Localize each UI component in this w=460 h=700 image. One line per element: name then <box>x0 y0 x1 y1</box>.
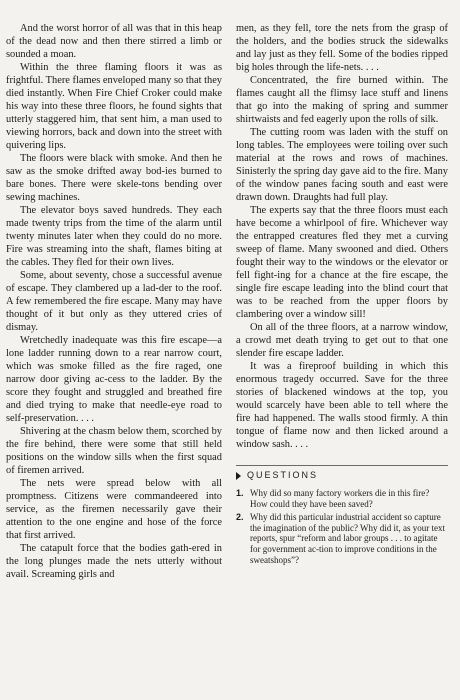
paragraph: The cutting room was laden with the stuff on long tables. The employees were toiling over such material at the rows and rows of machines. Sinisterly the spring day gave aid to the fire. Many of the window panes facing south and east were drawn down. Draughts had full play. <box>236 127 448 203</box>
paragraph: Shivering at the chasm below them, scorched by the fire behind, there were some that still held positions on the window sills when the first squad of firemen arrived. <box>6 426 222 476</box>
paragraph: Within the three flaming floors it was as frightful. There flames enveloped many so that they died instantly. When Fire Chief Croker could make his way into these three floors, he found sights that utterly staggered him, that sent him, a man used to viewing horrors, back and down into the street with quivering lips. <box>6 62 222 151</box>
questions-list <box>236 488 448 565</box>
paragraph: The floors were black with smoke. And then he saw as the smoke drifted away bod-ies burned to bare bones. There were skele-tons bending over sewing machines. <box>6 153 222 203</box>
questions-header <box>236 465 448 482</box>
paragraph: The catapult force that the bodies gath-ered in the long plunges made the nets utterly without avail. Screaming girls and <box>6 543 222 580</box>
question-text: Why did so many factory workers die in this fire? How could they have been saved? <box>250 488 430 509</box>
question-item <box>236 512 448 565</box>
right-column <box>236 22 448 568</box>
questions-section <box>236 465 448 565</box>
question-text: Why did this particular industrial accident so capture the imagination of the public? Why did it, as your text reports, spur “reform and labor groups . . . to agitate for government ac-tion to improve conditions in the sweatshops”? <box>250 512 446 565</box>
question-number: 1. <box>236 488 244 498</box>
paragraph: On all of the three floors, at a narrow window, a crowd met death trying to get out to that one slender fire escape ladder. <box>236 322 448 359</box>
paragraph: And the worst horror of all was that in this heap of the dead now and then there stirred a limb or sounded a moan. <box>6 23 222 60</box>
paragraph: Wretchedly inadequate was this fire escape—a lone ladder running down to a rear narrow court, which was smoke filled as the fire raged, one narrow door giving ac-cess to the ladder. By the score they fought and struggled and breathed fire and died trying to make that needle-eye road to self-preservation. . . . <box>6 335 222 424</box>
paragraph: The experts say that the three floors must each have become a whirlpool of fire. Whichever way the entrapped creatures fled they met a curving sweep of flame. Many swooned and died. Others fought their way to the windows or the elevator or fell fight-ing for a chance at the fire escape, the single fire escape leading into the blind court that was to be reached from the upper floors by clambering over a window sill! <box>236 205 448 320</box>
paragraph: Some, about seventy, chose a successful avenue of escape. They clambered up a lad-der to the roof. A few remembered the fire escape. Many may have thought of it but only as they uttered cries of dismay. <box>6 270 222 333</box>
paragraph: The nets were spread below with all promptness. Citizens were commandeered into service, as the firemen necessarily gave their attention to the one engine and hose of the force that first arrived. <box>6 478 222 541</box>
questions-heading: QUESTIONS <box>247 470 319 480</box>
paragraph: The elevator boys saved hundreds. They each made twenty trips from the time of the alarm until twenty minutes later when they could do no more. Fire was streaming into the shaft, flames biting at the cables. They fled for their own lives. <box>6 205 222 268</box>
question-number: 2. <box>236 512 244 523</box>
paragraph: Concentrated, the fire burned within. The flames caught all the flimsy lace stuff and linens that go into the making of spring and summer shirtwaists and fed eagerly upon the rolls of silk. <box>236 75 448 125</box>
paragraph: It was a fireproof building in which this enormous tragedy occurred. Save for the three stories of blackened windows at the top, you would scarcely have been able to tell where the fire had happened. The walls stood firmly. A thin tongue of flame now and then licked around a window sash. . . . <box>236 361 448 450</box>
left-column <box>6 22 222 581</box>
paragraph: men, as they fell, tore the nets from the grasp of the holders, and the bodies struck the sidewalks and lay just as they fell. Some of the bodies ripped big holes through the life-nets. . . . <box>236 23 448 73</box>
triangle-arrow-icon <box>236 472 241 480</box>
question-item <box>236 488 448 509</box>
